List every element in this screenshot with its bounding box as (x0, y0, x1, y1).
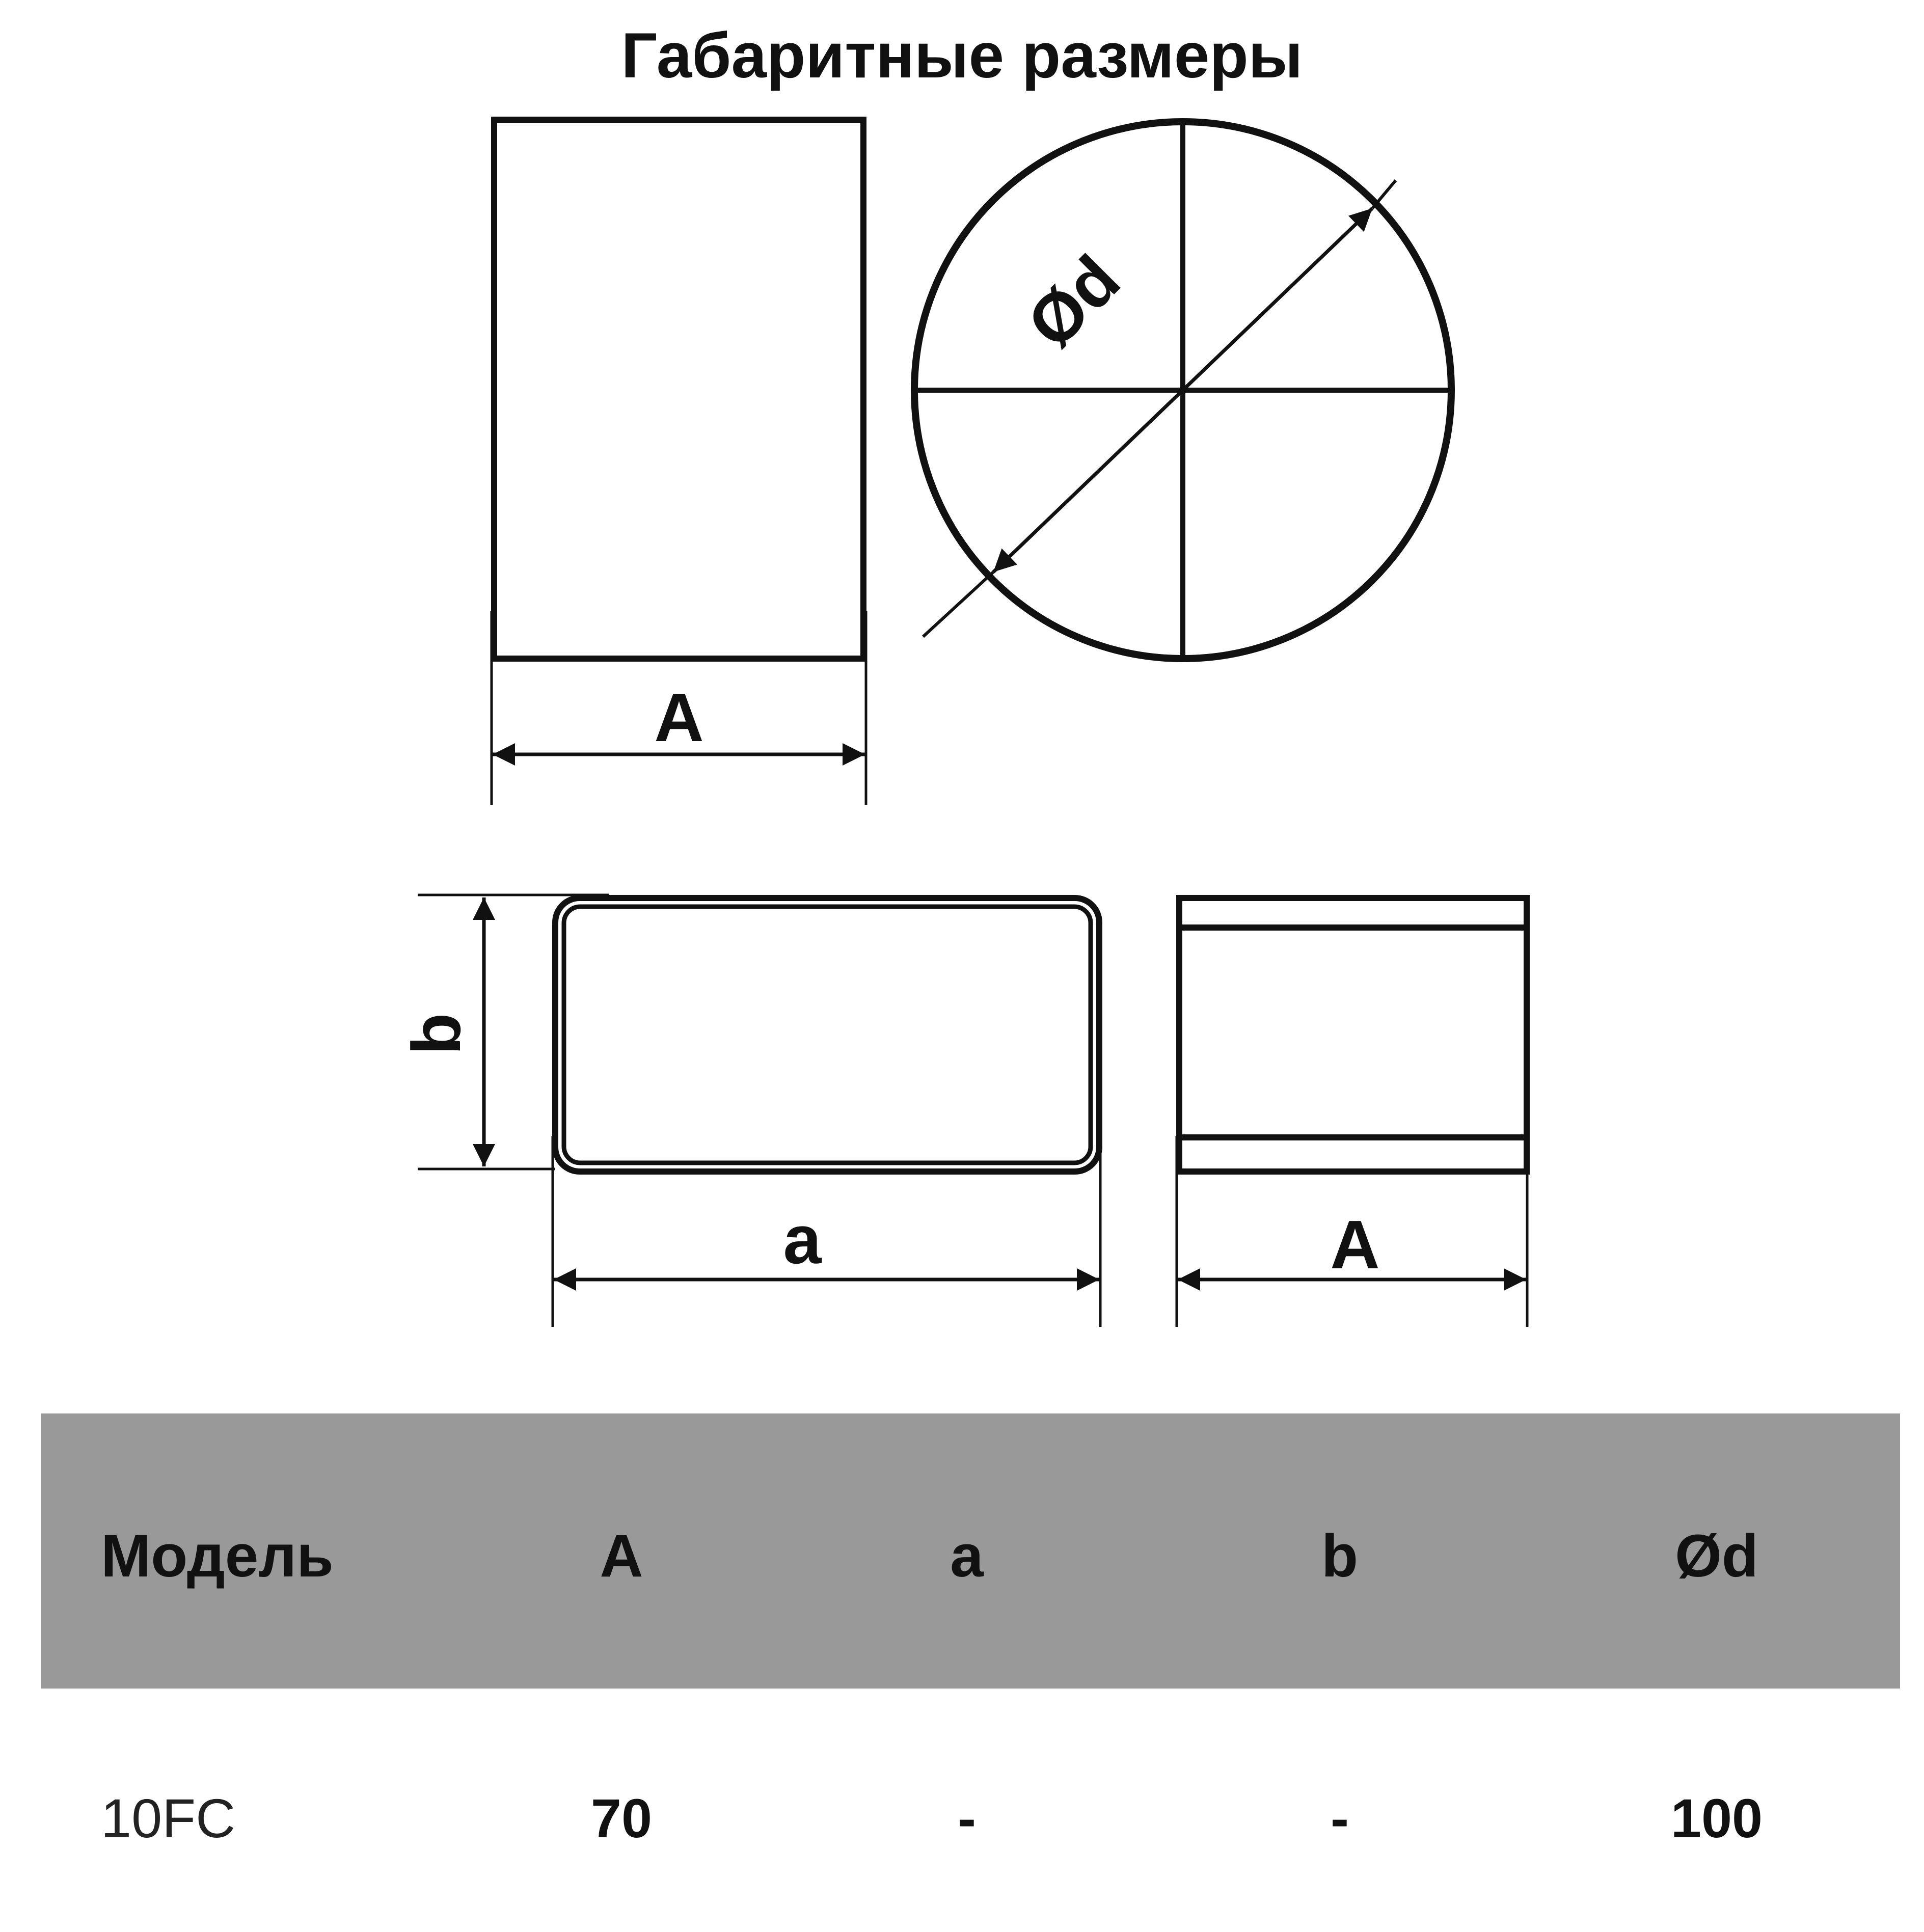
label-A-bottom: A (1330, 1206, 1380, 1283)
side-view-flanged (1177, 898, 1527, 1327)
label-a: a (783, 1201, 822, 1278)
diameter-extension (1372, 180, 1396, 208)
diameter-extension (923, 572, 993, 637)
cell-diameter: 100 (1670, 1787, 1763, 1849)
header-model: Модель (101, 1522, 334, 1590)
page-title: Габаритные размеры (621, 20, 1303, 91)
side-view-flanged-outline (1179, 898, 1527, 1172)
header-b: b (1321, 1522, 1359, 1590)
rect-outer (555, 898, 1099, 1172)
header-a: a (950, 1522, 984, 1590)
rect-inner (564, 907, 1091, 1163)
cell-A: 70 (590, 1787, 653, 1849)
cell-b: - (1331, 1787, 1349, 1849)
label-b: b (398, 1013, 475, 1055)
round-view (914, 122, 1451, 659)
side-view-outline (494, 120, 863, 659)
cell-a: - (958, 1787, 976, 1849)
label-A-top: A (654, 679, 704, 756)
side-view (492, 120, 866, 805)
cell-model: 10FC (101, 1787, 236, 1849)
header-A: A (600, 1522, 643, 1590)
header-diameter: Ød (1675, 1522, 1758, 1590)
label-diameter: Ød (1012, 240, 1134, 363)
rect-section-view (398, 895, 1100, 1327)
